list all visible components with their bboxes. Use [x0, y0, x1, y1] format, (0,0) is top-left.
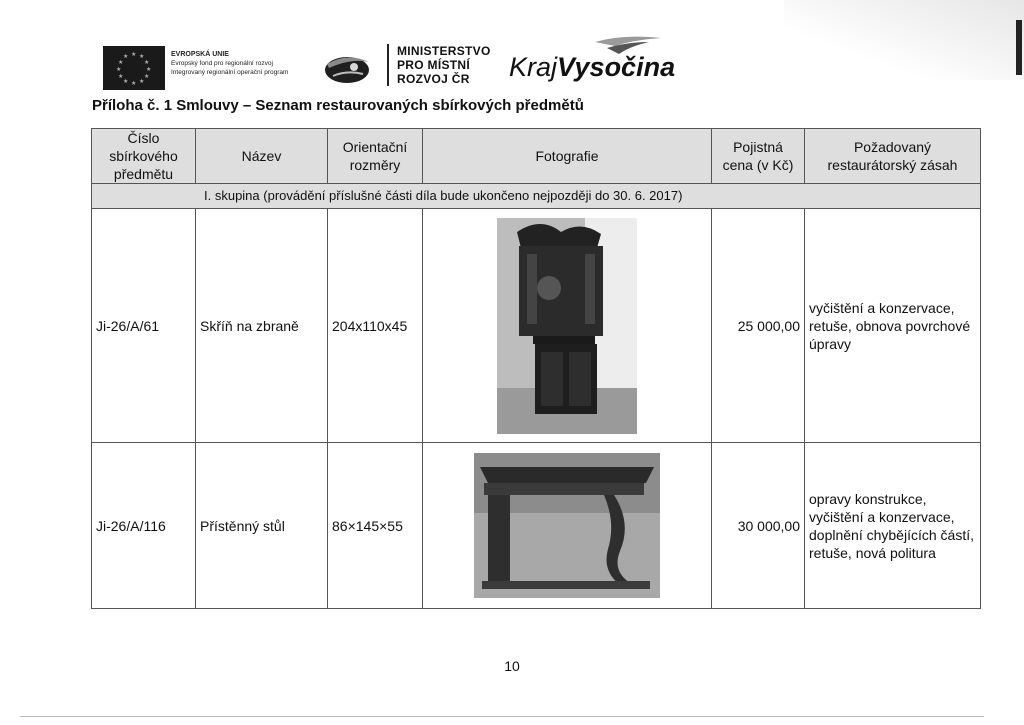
ministry-line3: ROZVOJ ČR: [397, 72, 470, 86]
cell-name: Skříň na zbraně: [196, 209, 328, 443]
bottom-rule: [20, 716, 984, 717]
eu-flag-logo: ★ ★ ★ ★ ★ ★ ★ ★ ★ ★ ★ ★: [103, 46, 165, 90]
cell-work: opravy konstrukce, vyčištění a konzervace, doplnění chybějících částí, retuše, nová politura: [805, 443, 981, 609]
eu-line1: EVROPSKÁ UNIE: [171, 51, 229, 58]
cell-number: Ji-26/A/61: [92, 209, 196, 443]
table-header-row: [92, 129, 981, 184]
table-row: [92, 443, 981, 609]
cell-dimensions: 204x110x45: [328, 209, 423, 443]
cell-name: Přístěnný stůl: [196, 443, 328, 609]
cell-number: Ji-26/A/116: [92, 443, 196, 609]
kraj-word: Kraj: [509, 52, 558, 82]
cell-dimensions: 86×145×55: [328, 443, 423, 609]
header-logos: [103, 32, 676, 88]
items-table: [91, 128, 981, 609]
scan-shadow: [784, 0, 1024, 80]
group-row: [92, 184, 981, 209]
header-work: Požadovaný restaurátorský zásah: [805, 129, 981, 184]
ministry-divider: [387, 44, 389, 86]
ministry-line2: PRO MÍSTNÍ: [397, 58, 471, 72]
console-table-photo: [474, 453, 660, 598]
eu-line3: Integrovaný regionální operační program: [171, 69, 289, 76]
cell-photo: [423, 209, 712, 443]
page-number: 10: [504, 658, 520, 674]
header-number: Číslo sbírkového předmětu: [92, 129, 196, 184]
header-dimensions: Orientační rozměry: [328, 129, 423, 184]
vysocina-word: Vysočina: [557, 52, 676, 82]
table-row: [92, 209, 981, 443]
ministry-globe-logo: [323, 50, 371, 86]
group-label: I. skupina (provádění příslušné části díla bude ukončeno nejpozději do 30. 6. 2017): [92, 184, 981, 209]
kraj-vysocina-logo: [509, 52, 675, 82]
ministry-line1: MINISTERSTVO: [397, 44, 491, 58]
ministry-text: [397, 44, 491, 86]
cell-price: 25 000,00: [712, 209, 805, 443]
eu-line2: Evropský fond pro regionální rozvoj: [171, 60, 273, 67]
cell-price: 30 000,00: [712, 443, 805, 609]
cell-photo: [423, 443, 712, 609]
document-title: Příloha č. 1 Smlouvy – Seznam restaurovaných sbírkových předmětů: [92, 97, 584, 114]
scan-edge: [1016, 20, 1022, 75]
gun-cabinet-photo: [497, 218, 637, 434]
header-name: Název: [196, 129, 328, 184]
eu-text: [171, 50, 288, 77]
header-photo: Fotografie: [423, 129, 712, 184]
header-price: Pojistná cena (v Kč): [712, 129, 805, 184]
cell-work: vyčištění a konzervace, retuše, obnova povrchové úpravy: [805, 209, 981, 443]
